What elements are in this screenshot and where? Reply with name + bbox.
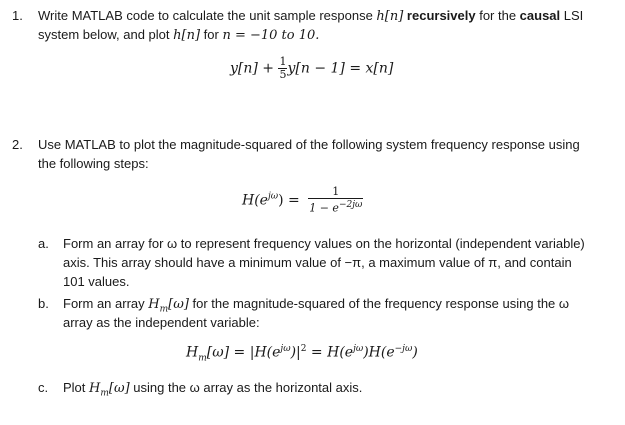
b-eq-sub: m (198, 353, 207, 364)
p1-line1-post: LSI (560, 8, 584, 23)
step-b-equation (186, 344, 418, 363)
problem-2-equation (242, 186, 363, 215)
problem-1-line-2 (38, 27, 319, 44)
c-post: using the ω array as the horizontal axis. (129, 380, 363, 395)
b-line1-post: for the magnitude-squared of the frequency response using the ω (188, 296, 570, 311)
p2-eq-denominator (308, 198, 363, 215)
c-hm-post: [ω] (108, 381, 130, 396)
b-eq-sup4: −jω (394, 344, 413, 354)
problem-1-line-1 (38, 8, 583, 25)
p1-line2-pre: system below, and plot (38, 27, 174, 42)
p2-eq-fraction (308, 186, 363, 215)
b-line1-hm-sub: m (159, 304, 169, 315)
problem-2-line-1: Use MATLAB to plot the magnitude-squared of the following system frequency response using (38, 137, 580, 152)
step-c-label: c. (38, 380, 49, 395)
b-line1-pre: Form an array (63, 296, 149, 311)
step-a-line-3: 101 values. (63, 274, 130, 289)
p2-eq-lhs: H(e (242, 192, 268, 209)
p1-eq-rest: y[n − 1] = x[n] (287, 60, 394, 77)
b-eq-sup3: jω (353, 344, 364, 354)
c-hm: H (89, 381, 101, 396)
b-eq-rest2: )| (290, 344, 301, 361)
b-eq-sup1: jω (280, 344, 291, 354)
step-b-line-2: array as the independent variable: (63, 315, 260, 330)
p1-eq-denominator: 5 (279, 68, 287, 81)
b-eq-rest5: ) (412, 344, 418, 361)
p2-eq-lhs-close: ) = (278, 192, 300, 209)
b-eq-rest4: )H(e (363, 344, 395, 361)
p1-eq-numerator: 1 (279, 55, 287, 68)
p2-eq-numerator: 1 (332, 185, 340, 198)
p1-line2-mid: for (200, 27, 223, 42)
problem-1-equation (230, 56, 393, 81)
step-a-label: a. (38, 236, 49, 251)
p1-bold-causal: causal (519, 8, 561, 23)
problem-1-number: 1. (12, 8, 23, 23)
step-b-label: b. (38, 296, 49, 311)
p1-line1-pre: Write MATLAB code to calculate the unit sample response (38, 8, 377, 23)
c-pre: Plot (63, 380, 90, 395)
p1-line1-hn: h[n] (376, 9, 404, 24)
step-a-line-1: Form an array for ω to represent frequency values on the horizontal (independent variable) (63, 236, 585, 251)
problem-2-line-2: the following steps: (38, 156, 149, 171)
p1-bold-recursively: recursively (406, 8, 476, 23)
b-eq-rest3: = H(e (306, 344, 354, 361)
step-a-line-2: axis. This array should have a minimum value of −π, a maximum value of π, and contain (63, 255, 572, 270)
p1-line1-mid: for the (475, 8, 520, 23)
p2-eq-lhs-sup: jω (267, 191, 279, 202)
b-eq-rest: [ω] = |H(e (206, 344, 281, 361)
b-eq-sup2: 2 (300, 344, 307, 354)
b-line1-hm-post: [ω] (168, 297, 189, 312)
step-c-line (63, 380, 362, 402)
p2-eq-den-base: 1 − e (309, 201, 339, 215)
p1-eq-y: y[n] + (230, 60, 279, 77)
p1-line2-range: n = −10 to 10. (222, 28, 320, 43)
problem-2-number: 2. (12, 137, 23, 152)
p1-line2-hn: h[n] (173, 28, 201, 43)
b-eq-h: H (186, 344, 199, 361)
c-hm-sub: m (100, 388, 109, 399)
b-line1-hm: H (148, 297, 160, 312)
p2-eq-den-sup: −2jω (338, 200, 363, 210)
